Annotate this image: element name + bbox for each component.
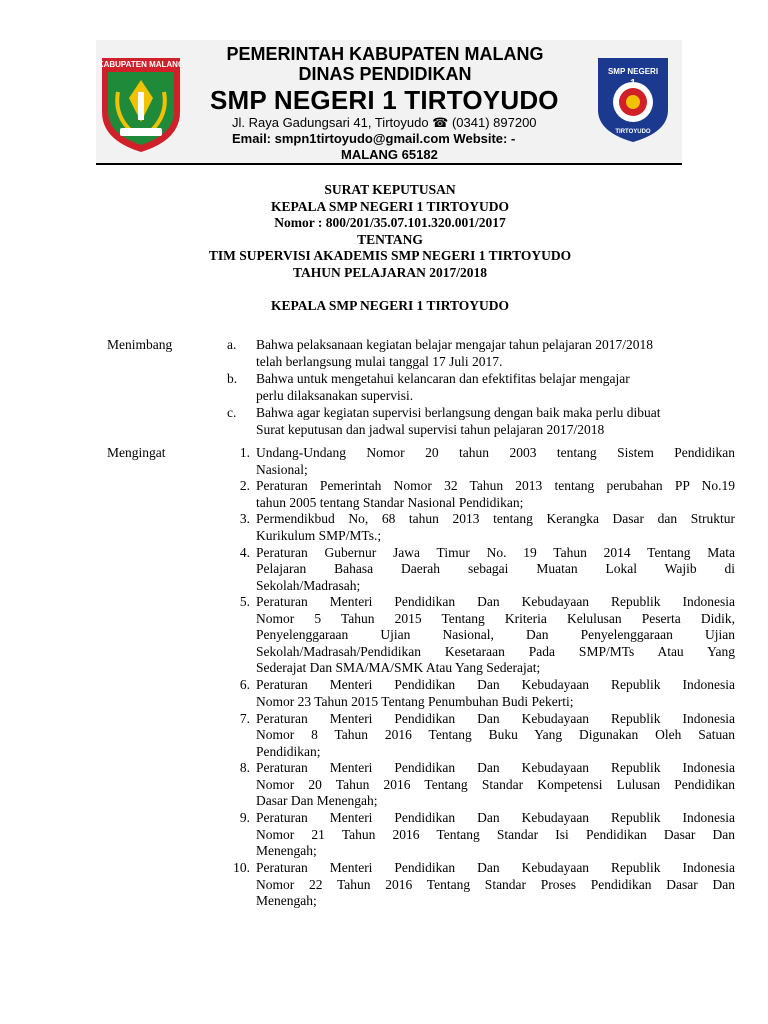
item-text — [256, 445, 735, 478]
item-line: Sederajat Dan SMA/MA/SMK Atau Yang Sederajat; — [256, 660, 541, 676]
item-line: Peraturan Menteri Pendidikan Dan Kebudayaan Republik Indonesia — [256, 710, 735, 726]
item-text — [256, 545, 735, 595]
item-line: Nasional; — [256, 461, 308, 477]
item-line: Nomor 20 Tahun 2016 Tentang Standar Kompetensi Lulusan Pendidikan — [256, 776, 735, 792]
item-text — [256, 478, 735, 511]
item-line: Sekolah/Madrasah/Pendidikan Kesetaraan Pada SMP/MTs Atau Yang — [256, 643, 735, 659]
item-marker: 2. — [239, 478, 250, 494]
item-marker: b. — [227, 371, 238, 387]
item-line: Peraturan Menteri Pendidikan Dan Kebudayaan Republik Indonesia — [256, 594, 735, 610]
item-text — [256, 760, 735, 810]
badge-number: 1 — [630, 78, 636, 89]
emblem-label: KABUPATEN MALANG — [98, 60, 184, 69]
item-line: Dasar Dan Menengah; — [256, 793, 378, 809]
smp-negeri-1-badge — [594, 54, 672, 144]
item-line: Peraturan Menteri Pendidikan Dan Kebudayaan Republik Indonesia — [256, 860, 735, 875]
item-text — [256, 711, 735, 761]
item-marker: 4. — [239, 544, 250, 560]
item-line: Permendikbud No, 68 tahun 2013 tentang Kerangka Dasar dan Struktur — [256, 511, 735, 527]
title-line: KEPALA SMP NEGERI 1 TIRTOYUDO — [270, 198, 510, 214]
item-text — [256, 371, 735, 404]
section-label: Mengingat — [107, 445, 166, 460]
government-name: PEMERINTAH KABUPATEN MALANG — [226, 44, 544, 64]
item-marker: 1. — [239, 445, 250, 460]
item-marker: 10. — [233, 860, 250, 875]
item-line: Peraturan Menteri Pendidikan Dan Kebudayaan Republik Indonesia — [256, 810, 735, 826]
school-name: SMP NEGERI 1 TIRTOYUDO — [210, 85, 559, 115]
item-line: Nomor 21 Tahun 2016 Tentang Standar Isi Pendidikan Dasar Dan — [256, 826, 735, 842]
section-label: Menimbang — [107, 337, 173, 352]
item-line: Undang-Undang Nomor 20 tahun 2003 tentang Sistem Pendidikan — [256, 445, 735, 460]
item-line: Peraturan Pemerintah Nomor 32 Tahun 2013 tentang perubahan PP No.19 — [256, 478, 735, 494]
item-line: Bahwa agar kegiatan supervisi berlangsung dengan baik maka perlu dibuat — [256, 405, 661, 421]
item-line: Menengah; — [256, 893, 317, 908]
item-line: Penyelenggaraan Ujian Nasional, Dan Penyelenggaraan Ujian — [256, 627, 735, 643]
decree-number: Nomor : 800/201/35.07.101.320.001/2017 — [274, 215, 506, 231]
item-marker: 5. — [239, 594, 250, 610]
issuer-heading: KEPALA SMP NEGERI 1 TIRTOYUDO — [270, 298, 510, 313]
item-line: Pelajaran Bahasa Daerah sebagai Muatan Lokal Wajib di — [256, 561, 735, 577]
item-text — [256, 677, 735, 710]
item-line: telah berlangsung mulai tanggal 17 Juli 2017. — [256, 353, 503, 369]
item-text — [256, 405, 735, 438]
item-marker: 7. — [239, 710, 250, 726]
item-line: Surat keputusan dan jadwal supervisi tahun pelajaran 2017/2018 — [256, 421, 605, 437]
item-line: Nomor 23 Tahun 2015 Tentang Penumbuhan Budi Pekerti; — [256, 693, 574, 709]
item-line: Bahwa pelaksanaan kegiatan belajar mengajar tahun pelajaran 2017/2018 — [256, 337, 653, 352]
school-contact: Email: smpn1tirtoyudo@gmail.com Website: - — [232, 131, 516, 146]
item-text — [256, 511, 735, 544]
item-line: Peraturan Gubernur Jawa Timur No. 19 Tahun 2014 Tentang Mata — [256, 544, 735, 560]
item-line: Menengah; — [256, 843, 317, 859]
letterhead-divider — [96, 163, 682, 165]
kabupaten-malang-emblem — [98, 52, 184, 154]
title-line: TIM SUPERVISI AKADEMIS SMP NEGERI 1 TIRTOYUDO — [208, 248, 572, 264]
item-marker: 3. — [239, 511, 250, 527]
item-marker: c. — [227, 405, 237, 421]
department-name: DINAS PENDIDIKAN — [298, 64, 472, 84]
badge-label: SMP NEGERI — [607, 67, 659, 76]
item-line: Pendidikan; — [256, 743, 321, 759]
item-marker: 9. — [239, 810, 250, 826]
item-line: Nomor 8 Tahun 2016 Tentang Buku Yang Digunakan Oleh Satuan — [256, 727, 735, 743]
item-line: Peraturan Menteri Pendidikan Dan Kebudayaan Republik Indonesia — [256, 677, 735, 693]
school-address: Jl. Raya Gadungsari 41, Tirtoyudo ☎ (0341) 897200 — [232, 115, 537, 130]
letterhead-text — [210, 44, 590, 163]
title-line: TENTANG — [357, 231, 423, 247]
item-text — [256, 337, 735, 370]
title-line: TAHUN PELAJARAN 2017/2018 — [292, 264, 487, 280]
item-marker: a. — [227, 337, 237, 352]
item-text — [256, 810, 735, 860]
item-marker: 8. — [239, 760, 250, 776]
item-line: tahun 2005 tentang Standar Nasional Pendidikan; — [256, 494, 524, 510]
item-line: Nomor 22 Tahun 2016 Tentang Standar Proses Pendidikan Dasar Dan — [256, 876, 735, 892]
item-line: Kurikulum SMP/MTs.; — [256, 527, 382, 543]
item-line: Bahwa untuk mengetahui kelancaran dan efektifitas belajar mengajar — [256, 371, 630, 387]
item-text — [256, 860, 735, 910]
item-line: Nomor 5 Tahun 2015 Tentang Kriteria Kelulusan Peserta Didik, — [256, 610, 735, 626]
badge-bottom: TIRTOYUDO — [615, 129, 651, 135]
school-city: MALANG 65182 — [341, 147, 438, 162]
item-text — [256, 594, 735, 677]
item-line: Sekolah/Madrasah; — [256, 577, 361, 593]
decree-title — [120, 182, 660, 282]
item-marker: 6. — [239, 677, 250, 693]
item-line: perlu dilaksanakan supervisi. — [256, 387, 414, 403]
item-line: Peraturan Menteri Pendidikan Dan Kebudayaan Republik Indonesia — [256, 760, 735, 776]
title-line: SURAT KEPUTUSAN — [324, 182, 456, 197]
